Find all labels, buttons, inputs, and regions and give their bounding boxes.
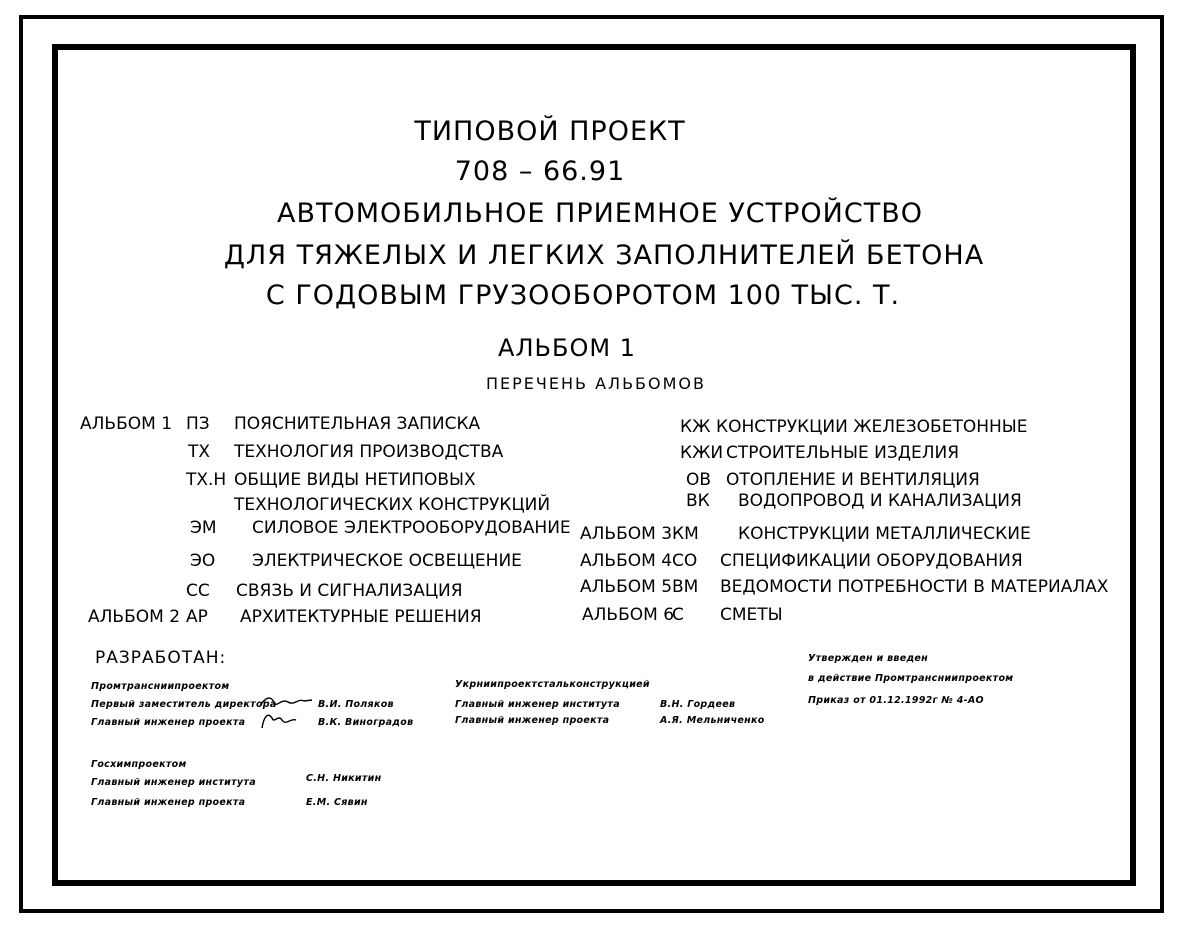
role: Главный инженер проекта (91, 797, 246, 808)
approval-line-1: Утвержден и введен (808, 653, 929, 664)
title-line-1: АВТОМОБИЛЬНОЕ ПРИЕМНОЕ УСТРОЙСТВО (276, 198, 924, 229)
album-label: АЛЬБОМ 5 (580, 577, 673, 597)
person: А.Я. Мельниченко (660, 715, 765, 726)
project-number: 708 – 66.91 (454, 156, 626, 187)
person: В.К. Виноградов (318, 717, 414, 728)
album-code: ВМ (672, 577, 699, 597)
album-code: ЭМ (190, 518, 217, 538)
album-label: АЛЬБОМ 4 (580, 551, 673, 571)
album-code: С (672, 605, 684, 625)
role: Главный инженер проекта (455, 715, 610, 726)
album-label: АЛЬБОМ 1 (80, 414, 173, 434)
album-name: ВОДОПРОВОД И КАНАЛИЗАЦИЯ (738, 491, 1022, 511)
album-title: АЛЬБОМ 1 (498, 334, 636, 362)
approval-line-3: Приказ от 01.12.1992г № 4-АО (808, 695, 984, 706)
person: С.Н. Никитин (306, 773, 382, 784)
role: Главный инженер института (455, 699, 620, 710)
album-name: ТЕХНОЛОГИЧЕСКИХ КОНСТРУКЦИЙ (234, 495, 551, 515)
developed-label: РАЗРАБОТАН: (95, 648, 227, 668)
album-name: ОБЩИЕ ВИДЫ НЕТИПОВЫХ (234, 470, 476, 490)
album-code: ТХ (188, 442, 211, 462)
album-code: СС (186, 581, 210, 601)
role: Первый заместитель директора (91, 699, 277, 710)
project-type: ТИПОВОЙ ПРОЕКТ (414, 116, 686, 147)
album-label: АЛЬБОМ 3 (580, 524, 673, 544)
org-name: Промтрансниипроектом (91, 681, 230, 692)
album-label: АЛЬБОМ 6 (582, 605, 675, 625)
album-code: ОВ (686, 470, 712, 490)
person: В.Н. Гордеев (660, 699, 736, 710)
album-code: КМ (672, 524, 699, 544)
title-line-3: С ГОДОВЫМ ГРУЗООБОРОТОМ 100 ТЫС. Т. (265, 280, 901, 311)
album-code: ВК (686, 491, 710, 511)
approval-line-2: в действие Промтрансниипроектом (808, 673, 1014, 684)
album-name: КОНСТРУКЦИИ ЖЕЛЕЗОБЕТОННЫЕ (716, 417, 1028, 437)
signature-image (258, 710, 298, 732)
album-label: АЛЬБОМ 2 (88, 607, 181, 627)
album-code: АР (186, 607, 208, 627)
album-code: ТХ.Н (186, 470, 227, 490)
album-code: ЭО (190, 551, 216, 571)
album-name: ТЕХНОЛОГИЯ ПРОИЗВОДСТВА (234, 442, 504, 462)
album-code: КЖ (680, 417, 711, 437)
album-code: КЖИ (680, 443, 724, 463)
org-name: Госхимпроектом (91, 759, 187, 770)
album-name: КОНСТРУКЦИИ МЕТАЛЛИЧЕСКИЕ (738, 524, 1031, 544)
role: Главный инженер института (91, 777, 256, 788)
album-name: АРХИТЕКТУРНЫЕ РЕШЕНИЯ (240, 607, 482, 627)
title-line-2: ДЛЯ ТЯЖЕЛЫХ И ЛЕГКИХ ЗАПОЛНИТЕЛЕЙ БЕТОНА (223, 240, 985, 271)
album-name: СВЯЗЬ И СИГНАЛИЗАЦИЯ (236, 581, 463, 601)
person: Е.М. Сявин (306, 797, 368, 808)
role: Главный инженер проекта (91, 717, 246, 728)
album-name: СМЕТЫ (720, 605, 783, 625)
album-name: ЭЛЕКТРИЧЕСКОЕ ОСВЕЩЕНИЕ (252, 551, 522, 571)
list-heading: ПЕРЕЧЕНЬ АЛЬБОМОВ (486, 374, 706, 393)
person: В.И. Поляков (318, 699, 394, 710)
album-code: ПЗ (186, 414, 210, 434)
album-name: СПЕЦИФИКАЦИИ ОБОРУДОВАНИЯ (720, 551, 1023, 571)
album-code: СО (672, 551, 698, 571)
signature-image (258, 694, 314, 710)
album-name: СИЛОВОЕ ЭЛЕКТРООБОРУДОВАНИЕ (252, 518, 571, 538)
org-name: Укрниипроектстальконструкцией (455, 679, 650, 690)
album-name: ОТОПЛЕНИЕ И ВЕНТИЛЯЦИЯ (726, 470, 980, 490)
album-name: ПОЯСНИТЕЛЬНАЯ ЗАПИСКА (234, 414, 481, 434)
album-name: ВЕДОМОСТИ ПОТРЕБНОСТИ В МАТЕРИАЛАХ (720, 577, 1109, 597)
album-name: СТРОИТЕЛЬНЫЕ ИЗДЕЛИЯ (726, 443, 960, 463)
